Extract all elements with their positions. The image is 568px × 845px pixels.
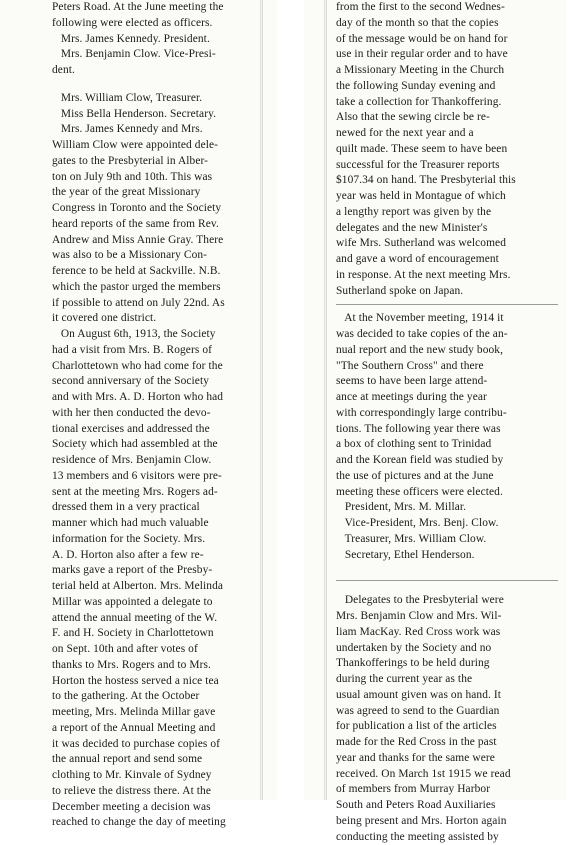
text-line: to relieve the distress there. At the [52,784,266,800]
left-text-column [52,0,266,831]
right-block-meeting-changes [336,0,558,299]
text-line: and the Korean field was studied by [336,453,558,469]
text-line: 13 members and 6 visitors were pre- [52,469,266,485]
text-line: was also to be a Missionary Con- [52,248,266,264]
text-line: on Sept. 10th and after votes of [52,642,266,658]
text-line: Mrs. Benjamin Clow and Mrs. Wil- [336,609,558,625]
text-line: a box of clothing sent to Trinidad [336,437,558,453]
text-line: Mrs. Benjamin Clow. Vice-Presi- [52,47,266,63]
text-line: dressed them in a very practical [52,500,266,516]
text-line: was agreed to send to the Guardian [336,704,558,720]
text-line: President, Mrs. M. Millar. [336,500,558,516]
text-line: with her then conducted the devo- [52,406,266,422]
text-line: of the message would be on hand for [336,32,558,48]
text-line: Society which had assembled at the [52,437,266,453]
text-line: delegates and the new Minister's [336,221,558,237]
text-line: Vice-President, Mrs. Benj. Clow. [336,516,558,532]
text-line: successful for the Treasurer reports [336,158,558,174]
text-line: attend the annual meeting of the W. [52,611,266,627]
text-line: conducting the meeting assisted by [336,830,558,845]
text-line: ference to be held at Sackville. N.B. [52,264,266,280]
text-line: to the gathering. At the October [52,689,266,705]
text-line: the annual report and send some [52,752,266,768]
text-line: nual report and the new study book, [336,343,558,359]
text-line: A. D. Horton also after a few re- [52,548,266,564]
text-line: sent at the meeting Mrs. Rogers ad- [52,485,266,501]
text-line: second anniversary of the Society [52,374,266,390]
text-line: of members from Murray Harbor [336,782,558,798]
text-line: heard reports of the same from Rev. [52,217,266,233]
right-block-november-1914 [336,311,558,563]
text-line: during the current year as the [336,672,558,688]
text-line: Miss Bella Henderson. Secretary. [52,107,266,123]
text-line: day of the month so that the copies [336,16,558,32]
text-line: F. and H. Society in Charlottetown [52,626,266,642]
text-line: usual amount given was on hand. It [336,688,558,704]
text-line: was decided to take copies of the an- [336,327,558,343]
text-line: South and Peters Road Auxiliaries [336,798,558,814]
text-line: Andrew and Miss Annie Gray. There [52,233,266,249]
text-line: received. On March 1st 1915 we read [336,767,558,783]
text-line: Mrs. William Clow, Treasurer. [52,91,266,107]
left-block-history-1913 [52,91,266,831]
text-line: tions. The following year there was [336,422,558,438]
text-line: At the November meeting, 1914 it [336,311,558,327]
text-line: for publication a list of the articles [336,719,558,735]
text-line: Sutherland spoke on Japan. [336,284,558,300]
text-line: William Clow were appointed dele- [52,138,266,154]
text-line: On August 6th, 1913, the Society [52,327,266,343]
text-line: Thankofferings to be held during [336,656,558,672]
text-line: and gave a word of encouragement [336,252,558,268]
text-line: Mrs. James Kennedy and Mrs. [52,122,266,138]
text-line: gates to the Presbyterial in Alber- [52,154,266,170]
text-line: the use of pictures and at the June [336,469,558,485]
text-line: Treasurer, Mrs. William Clow. [336,532,558,548]
text-line: Horton the hostess served a nice tea [52,674,266,690]
text-line: reached to change the day of meeting [52,815,266,831]
section-divider-rule [336,580,558,581]
text-line: wife Mrs. Sutherland was welcomed [336,236,558,252]
text-line: dent. [52,63,266,79]
text-line: ton on July 9th and 10th. This was [52,170,266,186]
text-line: Also that the sewing circle be re- [336,110,558,126]
text-line: which the pastor urged the members [52,280,266,296]
text-line: quilt made. These seem to have been [336,142,558,158]
text-line: newed for the next year and a [336,126,558,142]
section-divider-rule [336,304,558,305]
text-line: undertaken by the Society and no [336,641,558,657]
text-line: ance at meetings during the year [336,390,558,406]
text-line: the following Sunday evening and [336,79,558,95]
left-block-officers-june [52,0,266,79]
text-line: had a visit from Mrs. B. Rogers of [52,343,266,359]
text-line: Charlottetown who had come for the [52,359,266,375]
text-line: terial held at Alberton. Mrs. Melinda [52,579,266,595]
text-line: clothing to Mr. Kinvale of Sydney [52,768,266,784]
text-line: from the first to the second Wednes- [336,0,558,16]
text-line: Delegates to the Presbyterial were [336,593,558,609]
text-line: a lengthy report was given by the [336,205,558,221]
text-line: Peters Road. At the June meeting the [52,0,266,16]
text-line: "The Southern Cross" and there [336,359,558,375]
text-line: being present and Mrs. Horton again [336,814,558,830]
text-line: $107.34 on hand. The Presbyterial this [336,173,558,189]
text-line: if possible to attend on July 22nd. As [52,296,266,312]
text-line: manner which had much valuable [52,516,266,532]
text-line: Mrs. James Kennedy. President. [52,32,266,48]
text-line: residence of Mrs. Benjamin Clow. [52,453,266,469]
text-line: made for the Red Cross in the past [336,735,558,751]
text-line: thanks to Mrs. Rogers and to Mrs. [52,658,266,674]
text-line: meeting, Mrs. Melinda Millar gave [52,705,266,721]
text-line: a report of the Annual Meeting and [52,721,266,737]
text-line: December meeting a decision was [52,800,266,816]
text-line: marks gave a report of the Presby- [52,563,266,579]
text-line: it was decided to purchase copies of [52,737,266,753]
right-text-column [336,0,558,845]
right-clipping-fold [324,0,327,800]
text-line: Millar was appointed a delegate to [52,595,266,611]
text-line: use in their regular order and to have [336,47,558,63]
text-line: it covered one district. [52,311,266,327]
text-line: tional exercises and addressed the [52,422,266,438]
text-line: following were elected as officers. [52,16,266,32]
text-line: with correspondingly large contribu- [336,406,558,422]
text-line: Secretary, Ethel Henderson. [336,548,558,564]
text-line: seems to have been large attend- [336,374,558,390]
text-line: in response. At the next meeting Mrs. [336,268,558,284]
text-line: Congress in Toronto and the Society [52,201,266,217]
right-block-delegates-red-cross [336,593,558,845]
text-line: information for the Society. Mrs. [52,532,266,548]
text-line: year and thanks for the same were [336,751,558,767]
text-line: liam MacKay. Red Cross work was [336,625,558,641]
text-line: meeting these officers were elected. [336,485,558,501]
text-line: the year of the great Missionary [52,185,266,201]
text-line: year was held in Montague of which [336,189,558,205]
text-line: and with Mrs. A. D. Horton who had [52,390,266,406]
text-line: take a collection for Thankoffering. [336,95,558,111]
text-line: a Missionary Meeting in the Church [336,63,558,79]
